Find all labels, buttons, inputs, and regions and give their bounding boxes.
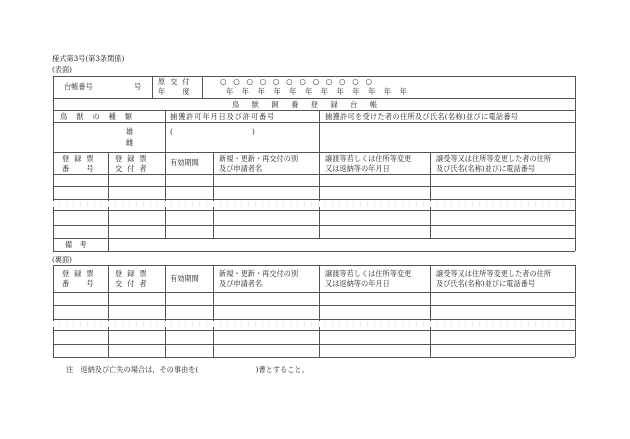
- back-issuer-header-1: 登録票: [115, 269, 152, 278]
- issuer-header-2: 交付者: [115, 164, 152, 173]
- ledger-title: 鳥獣飼養登録台帳: [232, 100, 390, 109]
- validity-header: 有効期間: [170, 158, 199, 167]
- table-break-back: [53, 321, 575, 327]
- back-reg-number-header-2: 番 号: [62, 279, 99, 288]
- back-renewal-header-1: 新規・更新・再交付の別: [219, 269, 299, 278]
- issuer-header-1: 登録票: [115, 154, 152, 163]
- ledger-number-suffix: 号: [134, 82, 142, 91]
- back-transfer-header-2: 又は返納等の年月日: [325, 279, 390, 288]
- renewal-header-2: 及び申請者名: [219, 164, 263, 173]
- table-break-front: [53, 201, 575, 207]
- male-label: 雄: [126, 127, 134, 136]
- issue-years: 年年年年年年年年年年年年: [226, 87, 416, 96]
- fiscal-year-label: 年 度: [158, 87, 195, 96]
- ledger-number-label: 台帳番号: [64, 82, 93, 91]
- permit-holder-label: 捕獲許可を受けた者の住所及び氏名(名称)並びに電話番号: [325, 112, 519, 121]
- paren-open: (: [170, 127, 173, 136]
- transferee-header-2: 及び氏名(名称)並びに電話番号: [436, 164, 536, 173]
- permit-date-label: 捕獲許可年月日及び許可番号: [170, 112, 276, 121]
- issue-circles: ○○○○○○○○○○○○: [220, 77, 379, 86]
- form-number: 様式第3号(第3条関係): [52, 54, 125, 63]
- species-label: 鳥獣の種類: [60, 112, 141, 121]
- back-side-label: (裏面): [52, 255, 72, 264]
- female-label: 雌: [126, 138, 134, 147]
- reg-number-header-1: 登録票: [62, 154, 99, 163]
- front-side-label: (表面): [52, 65, 72, 74]
- back-transferee-header-1: 譲受等又は住所等変更した者の住所: [436, 269, 552, 278]
- footnote: 注 返納及び亡失の場合は，その事由を( )書とすること。: [66, 365, 309, 374]
- transferee-header-1: 譲受等又は住所等変更した者の住所: [436, 154, 552, 163]
- original-issue-label: 原交付: [158, 77, 195, 86]
- back-issuer-header-2: 交付者: [115, 279, 152, 288]
- paren-close: ): [252, 127, 255, 136]
- renewal-header-1: 新規・更新・再交付の別: [219, 154, 299, 163]
- reg-number-header-2: 番 号: [62, 164, 99, 173]
- back-validity-header: 有効期間: [170, 274, 199, 283]
- back-reg-number-header-1: 登録票: [62, 269, 99, 278]
- transfer-header-1: 譲渡等若しくは住所等変更: [325, 154, 412, 163]
- transfer-header-2: 又は返納等の年月日: [325, 164, 390, 173]
- back-transfer-header-1: 譲渡等若しくは住所等変更: [325, 269, 412, 278]
- back-transferee-header-2: 及び氏名(名称)並びに電話番号: [436, 279, 536, 288]
- remarks-label: 備 考: [65, 240, 87, 249]
- back-renewal-header-2: 及び申請者名: [219, 279, 263, 288]
